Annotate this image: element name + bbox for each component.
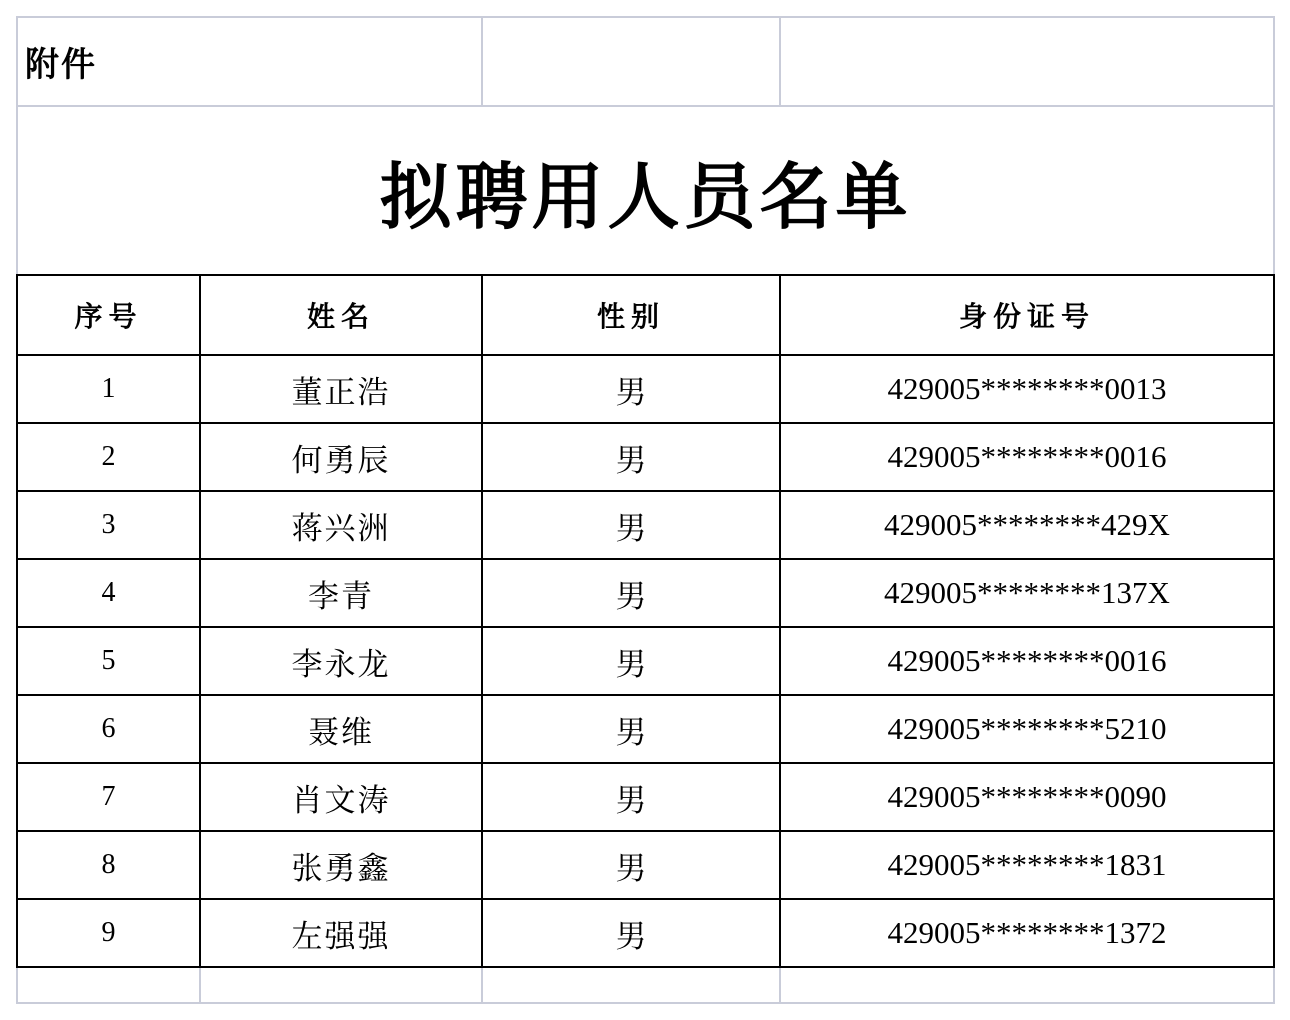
cell-serial-number: 9	[101, 917, 116, 948]
cell-id-number: 429005********137X	[884, 575, 1170, 610]
cell-gender: 男	[615, 714, 647, 751]
cell-name: 何勇辰	[291, 442, 391, 479]
table-border	[1273, 274, 1275, 968]
cell-gender: 男	[615, 646, 647, 683]
gridline	[16, 968, 18, 1004]
cell-id-number: 429005********1372	[887, 915, 1167, 950]
table-border	[16, 966, 1275, 968]
header-gender: 性别	[596, 300, 665, 333]
cell-gender: 男	[615, 374, 647, 411]
page-title: 拟聘用人员名单	[379, 154, 912, 239]
cell-id-number: 429005********0016	[887, 643, 1167, 678]
gridline	[17, 1002, 1275, 1004]
cell-id-number: 429005********5210	[887, 711, 1167, 746]
cell-gender: 男	[615, 782, 647, 819]
cell-name: 李青	[308, 578, 374, 615]
cell-serial-number: 4	[101, 577, 116, 608]
cell-gender: 男	[615, 850, 647, 887]
gridline	[779, 16, 781, 106]
annex-label: 附件	[25, 45, 97, 85]
cell-serial-number: 7	[101, 781, 116, 812]
gridline	[481, 16, 483, 106]
cell-id-number: 429005********0090	[887, 779, 1167, 814]
cell-gender: 男	[615, 578, 647, 615]
cell-name: 董正浩	[291, 374, 391, 411]
cell-name: 李永龙	[291, 646, 391, 683]
cell-serial-number: 8	[101, 849, 116, 880]
cell-name: 蒋兴洲	[291, 510, 391, 547]
cell-id-number: 429005********429X	[884, 507, 1170, 542]
cell-serial-number: 1	[101, 373, 116, 404]
gridline	[1273, 968, 1275, 1004]
cell-name: 肖文涛	[291, 782, 391, 819]
cell-serial-number: 2	[101, 441, 116, 472]
cell-serial-number: 3	[101, 509, 116, 540]
cell-gender: 男	[615, 442, 647, 479]
cell-serial-number: 6	[101, 713, 116, 744]
cell-id-number: 429005********0016	[887, 439, 1167, 474]
cell-gender: 男	[615, 510, 647, 547]
cell-name: 聂维	[308, 714, 374, 751]
gridline	[199, 968, 201, 1004]
cell-name: 左强强	[291, 918, 391, 955]
cell-name: 张勇鑫	[291, 850, 391, 887]
gridline	[481, 968, 483, 1004]
cell-gender: 男	[615, 918, 647, 955]
cell-id-number: 429005********0013	[887, 371, 1167, 406]
header-name: 姓名	[306, 300, 375, 333]
cell-id-number: 429005********1831	[887, 847, 1167, 882]
gridline	[779, 968, 781, 1004]
cell-serial-number: 5	[101, 645, 116, 676]
header-serial-number: 序号	[74, 300, 143, 333]
header-id-number: 身份证号	[958, 300, 1095, 333]
gridline	[17, 16, 1275, 18]
